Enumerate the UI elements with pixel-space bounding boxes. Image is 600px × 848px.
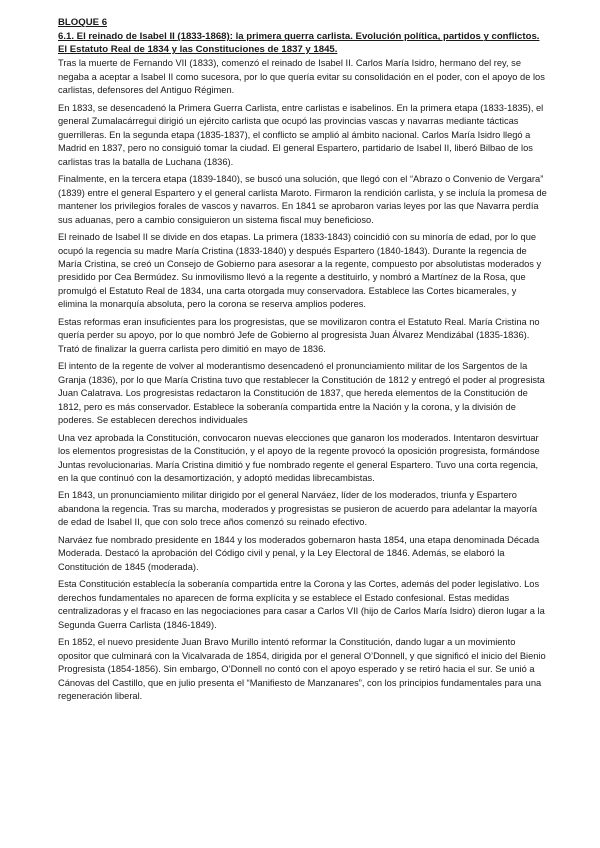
paragraph: Tras la muerte de Fernando VII (1833), comenzó el reinado de Isabel II. Carlos María Isidro, hermano del rey, se negaba a aceptar a Isabel II como sucesora, por lo que quería evitar su consolidación en el poder, con el apoyo de los carlistas, defensores del Antiguo Régimen. bbox=[58, 58, 545, 96]
paragraph: Estas reformas eran insuficientes para los progresistas, que se movilizaron contra el Estatuto Real. María Cristina no quería perder su apoyo, por lo que nombró Jefe de Gobierno al progresista Juan Álvarez Mendizábal (1835-1836). Trató de finalizar la guerra carlista pero dimitió en mayo de 1836. bbox=[58, 316, 540, 354]
paragraph: El reinado de Isabel II se divide en dos etapas. La primera (1833-1843) coincidió con su minoría de edad, por lo que ocupó la regencia su madre María Cristina (1833-1840) y después Espartero (1840-1843). Durante la regencia de María Cristina, se creó un Consejo de Gobierno para asesorar a la regente, compuesto por absolutistas moderados y presidido por Cea Bermúdez. Su inmovilismo llevó a la regente a destituirlo, y nombró a Martínez de la Rosa, que promulgó el Estatuto Real de 1834, una carta otorgada muy conservadora. Establece las Cortes bicamerales, y elimina la monarquía absoluta, pero la corona se reserva amplios poderes. bbox=[58, 232, 542, 310]
paragraph: Esta Constitución establecía la soberanía compartida entre la Corona y las Cortes, además del poder legislativo. Los derechos fundamentales no aparecen de forma explícita y se establece el Estado confesional. Estas medidas centralizadoras y el fracaso en las negociaciones para casar a Carlos VII (hijo de Carlos María Isidro) dieron lugar a la Segunda Guerra Carlista (1846-1849). bbox=[58, 579, 545, 630]
paragraph: En 1843, un pronunciamiento militar dirigido por el general Narváez, líder de los moderados, triunfa y Espartero abandona la regencia. Tras su marcha, moderados y progresistas se pusieron de acuerdo para adelantar la mayoría de edad de Isabel II, que con solo trece años comenzó su reinado efectivo. bbox=[58, 490, 538, 528]
paragraph: En 1833, se desencadenó la Primera Guerra Carlista, entre carlistas e isabelinos. En la primera etapa (1833-1835), el general Zumalacárregui dirigió un ejército carlista que ocupó las provincias vascas y navarras mediante tácticas guerrilleras. En la segunda etapa (1835-1837), el conflicto se amplió al ámbito nacional. Carlos María Isidro llegó a Madrid en 1837, pero no consiguió tomar la ciudad. El general Espartero, partidario de Isabel II, liberó Bilbao de los carlistas tras la batalla de Luchana (1836). bbox=[58, 102, 544, 167]
paragraph: Una vez aprobada la Constitución, convocaron nuevas elecciones que ganaron los moderados. Intentaron desvirtuar los elementos progresistas de la Constitución, y el apoyo de la regente provocó la oposición progresista, formándose Juntas revolucionarias. María Cristina dimitió y fue nombrado regente el general Espartero. Tuvo una corta regencia, en la que continuó con la desamortización, y adoptó medidas librecambistas. bbox=[58, 432, 540, 483]
paragraph: El intento de la regente de volver al moderantismo desencadenó el pronunciamiento militar de los Sargentos de la Granja (1836), por lo que María Cristina tuvo que restablecer la Constitución de 1812 y entregó el poder al progresista Juan Calatrava. Los progresistas redactaron la Constitución de 1837, que hereda elementos de la Constitución de 1812, pero es más conservador. Establece la soberanía compartida entre la Nación y la corona, y la división de poderes. Se establecen derechos individuales bbox=[58, 361, 545, 426]
block-label: BLOQUE 6 bbox=[58, 17, 108, 28]
paragraph: En 1852, el nuevo presidente Juan Bravo Murillo intentó reformar la Constitución, dando lugar a un movimiento opositor que culminará con la Vicalvarada de 1854, dirigida por el general O’Donnell, y que significó el inicio del Bienio Progresista (1854-1856). Sin embargo, O’Donnell no contó con el apoyo esperado y se retiró hacia el sur. Se unió a Cánovas del Castillo, que en julio presenta el “Manifiesto de Manzanares”, con los principios fundamentales para una regeneración liberal. bbox=[58, 637, 546, 702]
document-body bbox=[58, 57, 548, 703]
paragraph: Narváez fue nombrado presidente en 1844 y los moderados gobernaron hasta 1854, una etapa denominada Década Moderada. Destacó la aprobación del Código civil y penal, y la Ley Electoral de 1846. Además, se elaboró la Constitución de 1845 (moderada). bbox=[58, 534, 540, 572]
section-title: 6.1. El reinado de Isabel II (1833-1868): la primera guerra carlista. Evolución política, partidos y conflictos. El Estatuto Real de 1834 y las Constituciones de 1837 y 1845. bbox=[58, 31, 540, 55]
paragraph: Finalmente, en la tercera etapa (1839-1840), se buscó una solución, que llegó con el “Abrazo o Convenio de Vergara” (1839) entre el general Espartero y el general carlista Maroto. Firmaron la rendición carlista, y se incluía la promesa de mantener los privilegios forales de vascos y navarros. En 1841 se aprobaron varias leyes por las que Navarra perdía sus aduanas, pero a cambio consiguieron un sistema fiscal muy beneficioso. bbox=[58, 174, 547, 225]
